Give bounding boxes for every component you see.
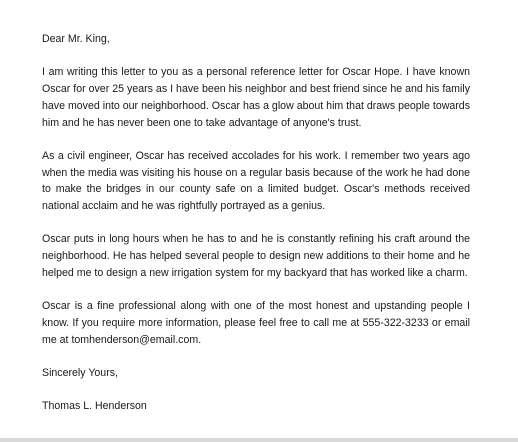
paragraph-contact: Oscar is a fine professional along with one of the most honest and upstanding people I know. If you require more information, please feel free to call me at 555-322-3233 or email me at tomhenderson@email.com. — [42, 300, 470, 346]
page-bottom-edge — [0, 438, 518, 442]
paragraph-career: As a civil engineer, Oscar has received accolades for his work. I remember two years ago when the media was visiting his house on a regular basis because of the work he had done to make the bridges in our county safe on a limited budget. Oscar's methods received national acclaim and he was rightfully portrayed as a genius. — [42, 149, 470, 212]
closing: Sincerely Yours, — [42, 366, 118, 379]
signature-name: Thomas L. Henderson — [42, 400, 147, 413]
salutation: Dear Mr. King, — [42, 33, 110, 45]
letter-body — [42, 31, 470, 415]
paragraph-introduction: I am writing this letter to you as a personal reference letter for Oscar Hope. I have known Oscar for over 25 years as I have been his neighbor and best friend since he and his family have moved into our neighborhood. Oscar has a glow about him that draws people towards him and he has never been one to take advantage of anyone's trust. — [42, 66, 470, 129]
paragraph-community: Oscar puts in long hours when he has to and he is constantly refining his craft around the neighborhood. He has helped several people to design new additions to their home and he helped me to design a new irrigation system for my backyard that has worked like a charm. — [42, 233, 470, 279]
